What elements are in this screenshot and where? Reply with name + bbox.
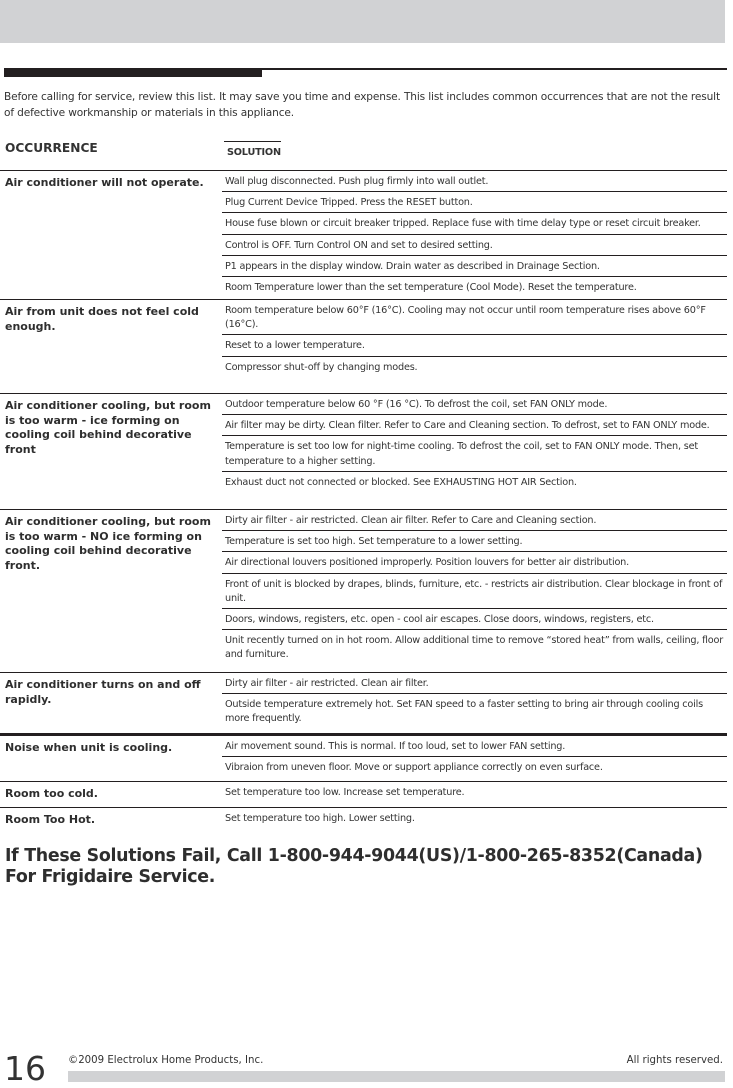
solution-item: Dirty air filter - air restricted. Clean air filter. Refer to Care and Cleaning section. [225, 515, 597, 526]
solution-list [222, 673, 727, 729]
occurrence-label: Air conditioner turns on and off rapidly. [5, 678, 201, 706]
header-band [0, 0, 725, 43]
solution-item: Exhaust duct not connected or blocked. See EXHAUSTING HOT AIR Section. [222, 471, 727, 492]
service-call-to-action: If These Solutions Fail, Call 1-800-944-9044(US)/1-800-265-8352(Canada) For Frigidaire Service. [5, 846, 703, 887]
intro-paragraph: Before calling for service, review this list. It may save you time and expense. This list includes common occurrences that are not the result of defective workmanship or materials in this appliance. [4, 91, 720, 119]
table-row [0, 672, 727, 733]
solution-item: Set temperature too high. Lower setting. [225, 813, 415, 824]
rights-text: All rights reserved. [626, 1055, 723, 1066]
solution-item: Reset to a lower temperature. [222, 334, 727, 355]
solution-item: P1 appears in the display window. Drain water as described in Drainage Section. [222, 255, 727, 276]
occurrence-label: Air conditioner will not operate. [5, 176, 204, 189]
solution-list [222, 171, 727, 297]
table-row [0, 733, 727, 781]
solution-item: Vibraion from uneven floor. Move or support appliance correctly on even surface. [222, 756, 727, 777]
solution-item: Plug Current Device Tripped. Press the RESET button. [222, 191, 727, 212]
solution-item: Control is OFF. Turn Control ON and set to desired setting. [222, 234, 727, 255]
solution-item: Outdoor temperature below 60 °F (16 °C). To defrost the coil, set FAN ONLY mode. [225, 399, 608, 410]
occurrence-label: Air conditioner cooling, but room is too warm - ice forming on cooling coil behind decorative front [5, 399, 211, 456]
section-title-bar [4, 68, 262, 77]
solution-item: Dirty air filter - air restricted. Clean air filter. [225, 678, 429, 689]
solution-list [222, 394, 727, 492]
solution-item: Temperature is set too low for night-time cooling. To defrost the coil, set to FAN ONLY mode. Then, set temperature to a higher setting. [222, 435, 727, 470]
occurrence-column-header: OCCURRENCE [5, 141, 98, 155]
solution-item: Air movement sound. This is normal. If too loud, set to lower FAN setting. [225, 741, 566, 752]
solution-list [222, 808, 727, 828]
solution-item: House fuse blown or circuit breaker tripped. Replace fuse with time delay type or reset circuit breaker. [222, 212, 727, 233]
occurrence-label: Air from unit does not feel cold enough. [5, 305, 199, 333]
solution-item: Outside temperature extremely hot. Set FAN speed to a faster setting to bring air through cooling coils more frequently. [222, 693, 727, 728]
solution-item: Front of unit is blocked by drapes, blinds, furniture, etc. - restricts air distribution. Clear blockage in front of unit. [222, 573, 727, 608]
solution-list [222, 782, 727, 802]
table-row [0, 299, 727, 393]
table-row [0, 393, 727, 509]
table-row [0, 170, 727, 299]
solution-column-header: SOLUTION [224, 141, 281, 162]
table-row [0, 781, 727, 807]
solution-item: Doors, windows, registers, etc. open - cool air escapes. Close doors, windows, registers, etc. [222, 608, 727, 629]
solution-item: Room Temperature lower than the set temperature (Cool Mode). Reset the temperature. [222, 276, 727, 297]
page-number: 16 [4, 1049, 46, 1088]
solution-item: Compressor shut-off by changing modes. [222, 356, 727, 377]
solution-item: Temperature is set too high. Set temperature to a lower setting. [222, 530, 727, 551]
solution-item: Wall plug disconnected. Push plug firmly into wall outlet. [225, 176, 489, 187]
solution-item: Unit recently turned on in hot room. Allow additional time to remove “stored heat” from walls, ceiling, floor and furniture. [222, 629, 727, 664]
table-row [0, 509, 727, 672]
solution-item: Room temperature below 60°F (16°C). Cooling may not occur until room temperature rises above 60°F (16°C). [225, 305, 706, 331]
copyright-text: ©2009 Electrolux Home Products, Inc. [68, 1055, 264, 1066]
solution-item: Air filter may be dirty. Clean filter. Refer to Care and Cleaning section. To defrost, set to FAN ONLY mode. [222, 414, 727, 435]
occurrence-label: Air conditioner cooling, but room is too warm - NO ice forming on cooling coil behind decorative front. [5, 515, 211, 572]
table-row [0, 807, 727, 833]
occurrence-label: Room too cold. [5, 787, 98, 800]
solution-list [222, 510, 727, 665]
solution-list [222, 736, 727, 777]
solution-item: Air directional louvers positioned improperly. Position louvers for better air distribution. [222, 551, 727, 572]
troubleshooting-table [0, 170, 727, 833]
solution-item: Set temperature too low. Increase set temperature. [225, 787, 465, 798]
footer-band [68, 1071, 725, 1082]
occurrence-label: Room Too Hot. [5, 813, 96, 826]
solution-list [222, 300, 727, 377]
occurrence-label: Noise when unit is cooling. [5, 741, 173, 754]
